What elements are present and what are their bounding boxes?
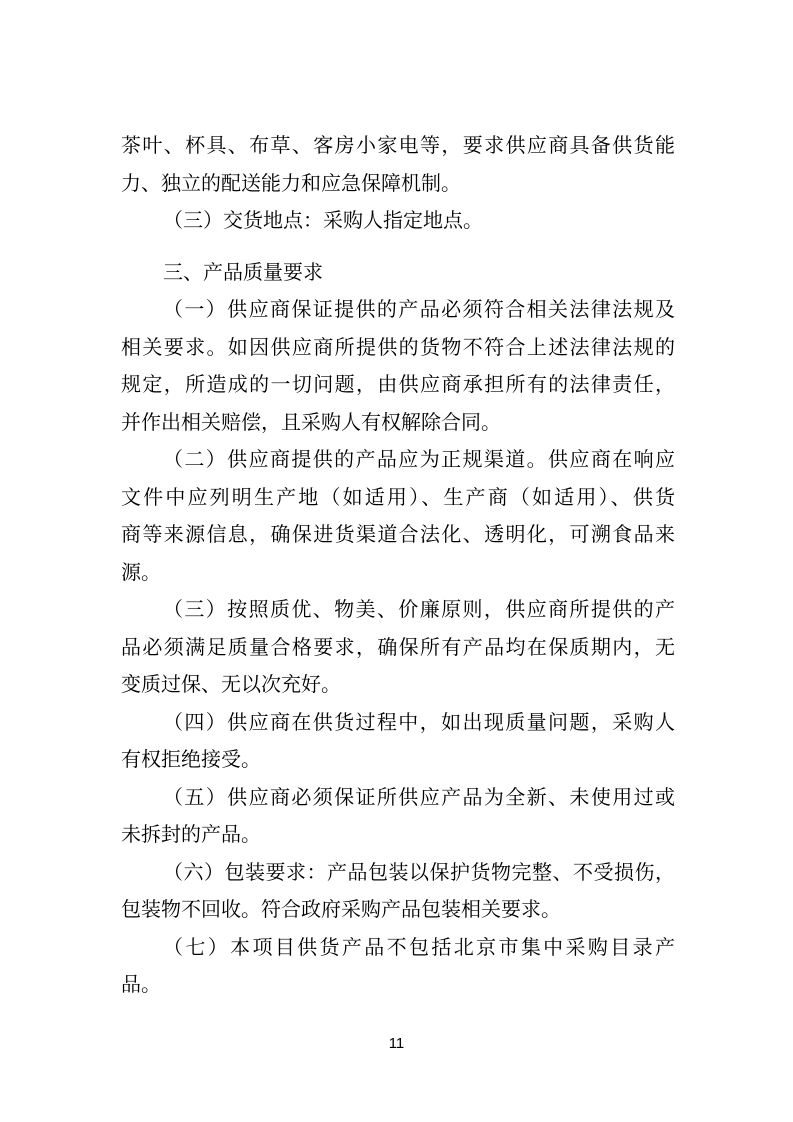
- page-number: 11: [388, 1035, 405, 1052]
- text-line: 并作出相关赔偿，且采购人有权解除合同。: [121, 410, 501, 434]
- text-line: （三）交货地点：采购人指定地点。: [163, 208, 483, 232]
- text-line: 源。: [121, 560, 161, 584]
- text-line: 品。: [121, 972, 161, 996]
- text-line: 有权拒绝接受。: [121, 747, 261, 771]
- text-line: 力、独立的配送能力和应急保障机制。: [121, 171, 461, 195]
- text-line: （四）供应商在供货过程中，如出现质量问题，采购人: [163, 710, 675, 734]
- text-line: 包装物不回收。符合政府采购产品包装相关要求。: [121, 897, 561, 921]
- text-line: 商等来源信息，确保进货渠道合法化、透明化，可溯食品来: [121, 522, 675, 546]
- text-line: （六）包装要求：产品包装以保护货物完整、不受损伤，: [163, 860, 675, 884]
- text-line: 未拆封的产品。: [121, 822, 261, 846]
- text-line: 变质过保、无以次充好。: [121, 672, 341, 696]
- text-line: 规定，所造成的一切问题，由供应商承担所有的法律责任，: [121, 372, 675, 396]
- text-line: 茶叶、杯具、布草、客房小家电等，要求供应商具备供货能: [121, 133, 675, 157]
- text-line: （五）供应商必须保证所供应产品为全新、未使用过或: [163, 785, 675, 809]
- text-line: 文件中应列明生产地（如适用）、生产商（如适用）、供货: [121, 485, 675, 509]
- section-heading: 三、产品质量要求: [163, 260, 323, 284]
- text-line: （一）供应商保证提供的产品必须符合相关法律法规及: [163, 297, 675, 321]
- text-line: 品必须满足质量合格要求，确保所有产品均在保质期内，无: [121, 635, 675, 659]
- text-line: （三）按照质优、物美、价廉原则，供应商所提供的产: [163, 597, 675, 621]
- text-line: 相关要求。如因供应商所提供的货物不符合上述法律法规的: [121, 335, 675, 359]
- text-line: （二）供应商提供的产品应为正规渠道。供应商在响应: [163, 447, 675, 471]
- text-line: （七）本项目供货产品不包括北京市集中采购目录产: [163, 935, 675, 959]
